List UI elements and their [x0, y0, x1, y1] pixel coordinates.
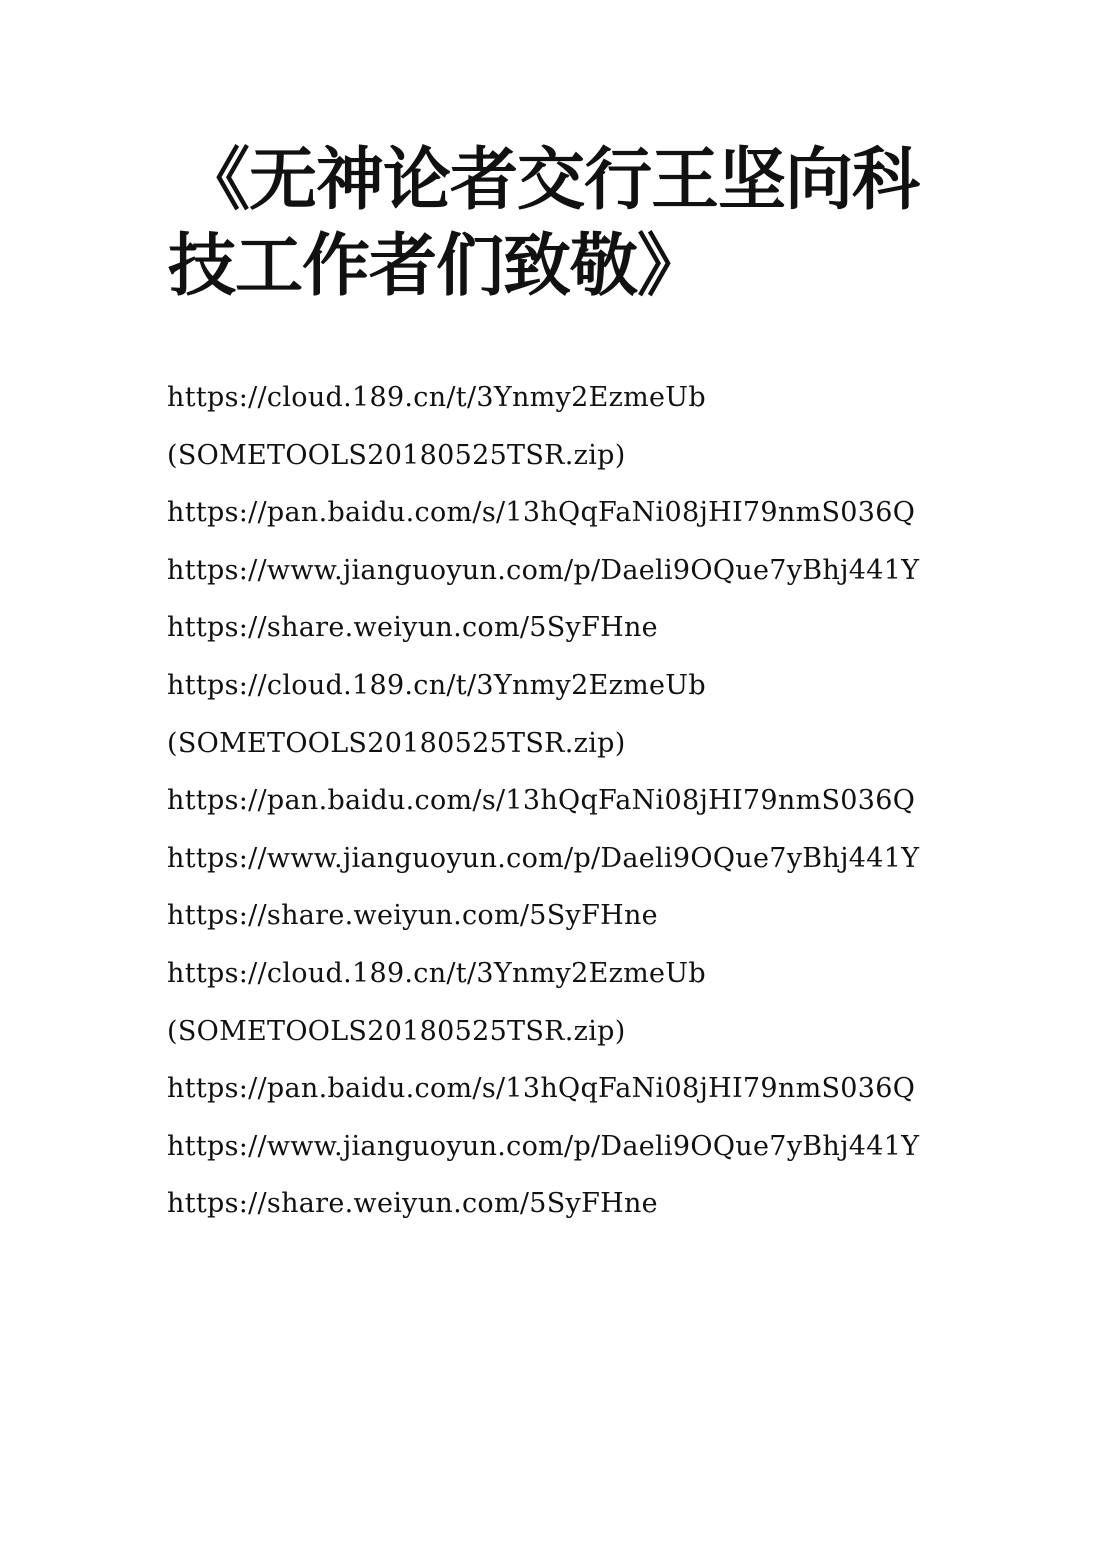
- link-line-baidu: https://pan.baidu.com/s/13hQqFaNi08jHI79nmS036Q: [167, 785, 916, 817]
- title-line-2: 技工作者们致敬》: [168, 227, 705, 306]
- filename-line: (SOMETOOLS20180525TSR.zip): [167, 439, 626, 471]
- document-title: [168, 138, 948, 310]
- filename-line: (SOMETOOLS20180525TSR.zip): [167, 727, 626, 759]
- link-list: [167, 372, 1067, 1236]
- link-line-jianguoyun: https://www.jianguoyun.com/p/Daeli9OQue7yBhj441Y: [167, 842, 920, 874]
- link-line-weiyun: https://share.weiyun.com/5SyFHne: [167, 612, 658, 644]
- link-line-jianguoyun: https://www.jianguoyun.com/p/Daeli9OQue7yBhj441Y: [167, 554, 920, 586]
- link-line-weiyun: https://share.weiyun.com/5SyFHne: [167, 900, 658, 932]
- link-line-weiyun: https://share.weiyun.com/5SyFHne: [167, 1188, 658, 1220]
- link-line-cloud189: https://cloud.189.cn/t/3Ynmy2EzmeUb: [167, 669, 706, 701]
- link-line-baidu: https://pan.baidu.com/s/13hQqFaNi08jHI79nmS036Q: [167, 497, 916, 529]
- link-line-cloud189: https://cloud.189.cn/t/3Ynmy2EzmeUb: [167, 382, 706, 413]
- link-line-baidu: https://pan.baidu.com/s/13hQqFaNi08jHI79nmS036Q: [167, 1073, 916, 1105]
- link-line-jianguoyun: https://www.jianguoyun.com/p/Daeli9OQue7yBhj441Y: [167, 1130, 920, 1162]
- title-line-1: 《无神论者交行王坚向科: [182, 141, 920, 220]
- link-line-cloud189: https://cloud.189.cn/t/3Ynmy2EzmeUb: [167, 957, 706, 989]
- filename-line: (SOMETOOLS20180525TSR.zip): [167, 1015, 626, 1047]
